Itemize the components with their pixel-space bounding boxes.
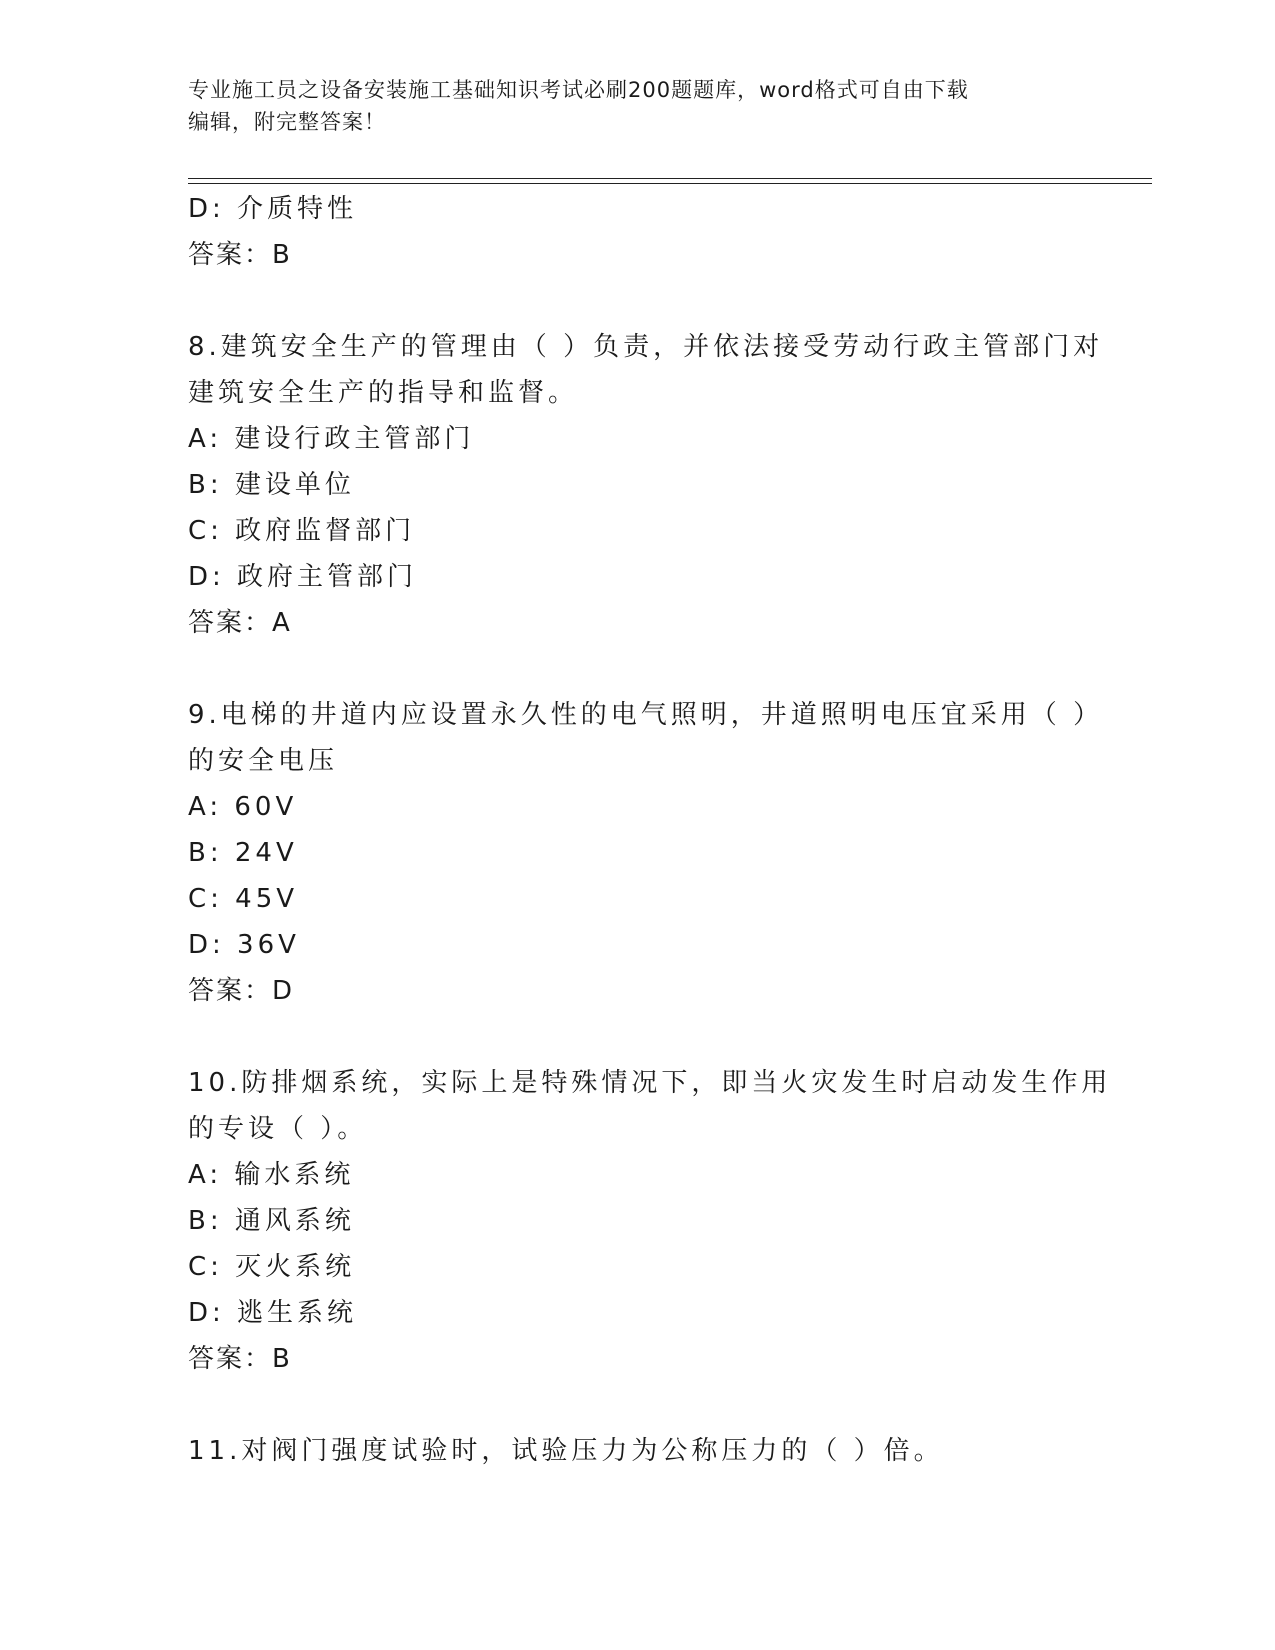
option-d: D: 介质特性	[188, 194, 358, 224]
option-d: D: 逃生系统	[188, 1298, 358, 1328]
option-b: B: 建设单位	[188, 470, 355, 500]
question-11	[188, 1428, 1088, 1474]
question-text: 8.建筑安全生产的管理由（ ）负责，并依法接受劳动行政主管部门对	[188, 332, 1104, 362]
question-text-cont: 的专设（ ）。	[188, 1114, 368, 1144]
option-d: D: 36V	[188, 930, 300, 960]
answer-line: 答案：A	[188, 608, 292, 638]
previous-question-tail	[188, 186, 1088, 278]
header-title-line-2: 编辑，附完整答案！	[188, 110, 386, 134]
option-a: A: 建设行政主管部门	[188, 424, 475, 454]
question-10	[188, 1060, 1112, 1382]
option-c: C: 45V	[188, 884, 299, 914]
question-list	[188, 186, 1112, 1474]
document-header	[188, 74, 1088, 138]
option-b: B: 通风系统	[188, 1206, 355, 1236]
question-text: 11.对阀门强度试验时，试验压力为公称压力的（ ）倍。	[188, 1436, 944, 1466]
question-text-cont: 的安全电压	[188, 746, 339, 776]
header-divider-bottom	[188, 183, 1152, 184]
option-c: C: 灭火系统	[188, 1252, 356, 1282]
header-divider-top	[188, 178, 1152, 179]
option-d: D: 政府主管部门	[188, 562, 418, 592]
question-text: 10.防排烟系统，实际上是特殊情况下，即当火灾发生时启动发生作用	[188, 1068, 1112, 1098]
option-b: B: 24V	[188, 838, 298, 868]
question-text: 9.电梯的井道内应设置永久性的电气照明，井道照明电压宜采用（ ）	[188, 700, 1104, 730]
option-a: A: 输水系统	[188, 1160, 355, 1190]
answer-line: 答案：B	[188, 1344, 292, 1374]
answer-line: 答案：D	[188, 976, 295, 1006]
question-8	[188, 324, 1104, 646]
answer-line: 答案：B	[188, 240, 292, 270]
option-a: A: 60V	[188, 792, 298, 822]
header-title-line-1: 专业施工员之设备安装施工基础知识考试必刷200题题库，word格式可自由下载	[188, 78, 969, 102]
question-9	[188, 692, 1104, 1014]
option-c: C: 政府监督部门	[188, 516, 416, 546]
question-text-cont: 建筑安全生产的指导和监督。	[188, 378, 579, 408]
